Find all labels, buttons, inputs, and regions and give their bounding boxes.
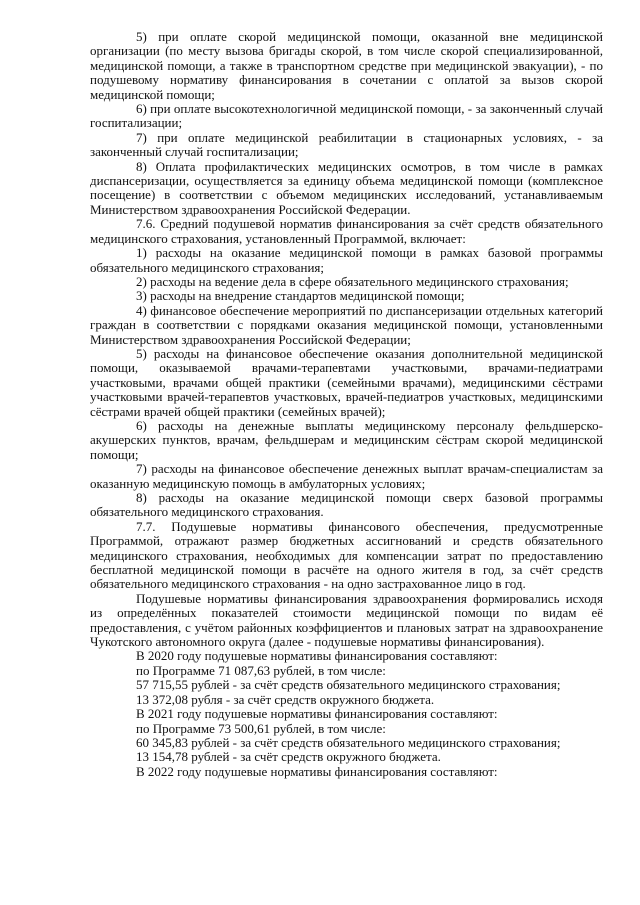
paragraph-2020-total: по Программе 71 087,63 рублей, в том числе: [136, 662, 386, 678]
paragraph-high-tech-payment: 6) при оплате высокотехнологичной медицинской помощи, - за законченный случай госпитализации; [90, 101, 603, 131]
paragraph-2020-budget: 13 372,08 рубля - за счёт средств окружного бюджета. [136, 691, 435, 707]
paragraph-2021-budget: 13 154,78 рублей - за счёт средств окружного бюджета. [136, 749, 441, 765]
paragraph-7-6-item-4: 4) финансовое обеспечение мероприятий по диспансеризации отдельных категорий граждан в соответствии с порядками оказания медицинской помощи, установленными Министерством здравоохранения Российской Федерации; [90, 302, 603, 347]
paragraph-ambulance-payment: 5) при оплате скорой медицинской помощи, оказанной вне медицинской организации (по месту вызова бригады скорой, в том числе скорой специализированной, медицинской помощи, а также в транспортном средстве при медицинской эвакуации), - по подушевому нормативу финансирования в сочетании с оплатой за вызов скорой медицинской помощи; [90, 29, 603, 102]
paragraph-7-6-item-8: 8) расходы на оказание медицинской помощи сверх базовой программы обязательного медицинского страхования. [90, 490, 603, 520]
paragraph-7-6: 7.6. Средний подушевой норматив финансирования за счёт средств обязательного медицинского страхования, установленный Программой, включает: [90, 216, 603, 246]
paragraph-7-6-item-7: 7) расходы на финансовое обеспечение денежных выплат врачам-специалистам за оказанную медицинскую помощь в амбулаторных условиях; [90, 461, 603, 491]
paragraph-preventive-exams: 8) Оплата профилактических медицинских осмотров, в том числе в рамках диспансеризации, осуществляется за единицу объема медицинской помощи (комплексное посещение) в соответствии с объемом медицинских исследований, устанавливаемым Министерством здравоохранения Российской Федерации. [90, 158, 603, 217]
paragraph-7-6-item-6: 6) расходы на денежные выплаты медицинскому персоналу фельдшерско-акушерских пунктов, врачам, фельдшерам и медицинским сёстрам скорой медицинской помощи; [90, 417, 603, 462]
paragraph-7-6-item-3: 3) расходы на внедрение стандартов медицинской помощи; [136, 288, 465, 304]
paragraph-2020-oms: 57 715,55 рублей - за счёт средств обязательного медицинского страхования; [136, 677, 561, 693]
paragraph-2020-heading: В 2020 году подушевые нормативы финансирования составляют: [136, 648, 498, 664]
paragraph-2022-heading: В 2022 году подушевые нормативы финансирования составляют: [136, 763, 498, 779]
paragraph-2021-total: по Программе 73 500,61 рублей, в том числе: [136, 720, 386, 736]
paragraph-norms-formation: Подушевые нормативы финансирования здравоохранения формировались исходя из определённых показателей стоимости медицинской помощи по видам её предоставления, с учётом районных коэффициентов и плановых затрат на здравоохранение Чукотского автономного округа (далее - подушевые нормативы финансирования). [90, 590, 603, 650]
paragraph-2021-oms: 60 345,83 рублей - за счёт средств обязательного медицинского страхования; [136, 734, 561, 750]
document-page [90, 30, 603, 779]
paragraph-7-6-item-5: 5) расходы на финансовое обеспечение оказания дополнительной медицинской помощи, оказываемой врачами-терапевтами участковыми, врачами-педиатрами участковыми, врачами общей практики (семейными врачами), медицинскими сёстрами участковыми врачей-терапевтов участковых, врачей-педиатров участковых, медицинскими сёстрами врачей общей практики (семейных врачей); [90, 345, 603, 419]
paragraph-rehabilitation-payment: 7) при оплате медицинской реабилитации в стационарных условиях, - за законченный случай госпитализации; [90, 129, 603, 160]
paragraph-2021-heading: В 2021 году подушевые нормативы финансирования составляют: [136, 706, 498, 722]
paragraph-7-6-item-2: 2) расходы на ведение дела в сфере обязательного медицинского страхования; [136, 273, 569, 289]
paragraph-7-7: 7.7. Подушевые нормативы финансового обеспечения, предусмотренные Программой, отражают размер бюджетных ассигнований и средств обязательного медицинского страхования, необходимых для компенсации затрат по предоставлению бесплатной медицинской помощи в расчёте на одного жителя в год, за счёт средств обязательного медицинского страхования - на одно застрахованное лицо в год. [90, 518, 603, 592]
paragraph-7-6-item-1: 1) расходы на оказание медицинской помощи в рамках базовой программы обязательного медицинского страхования; [90, 245, 603, 275]
